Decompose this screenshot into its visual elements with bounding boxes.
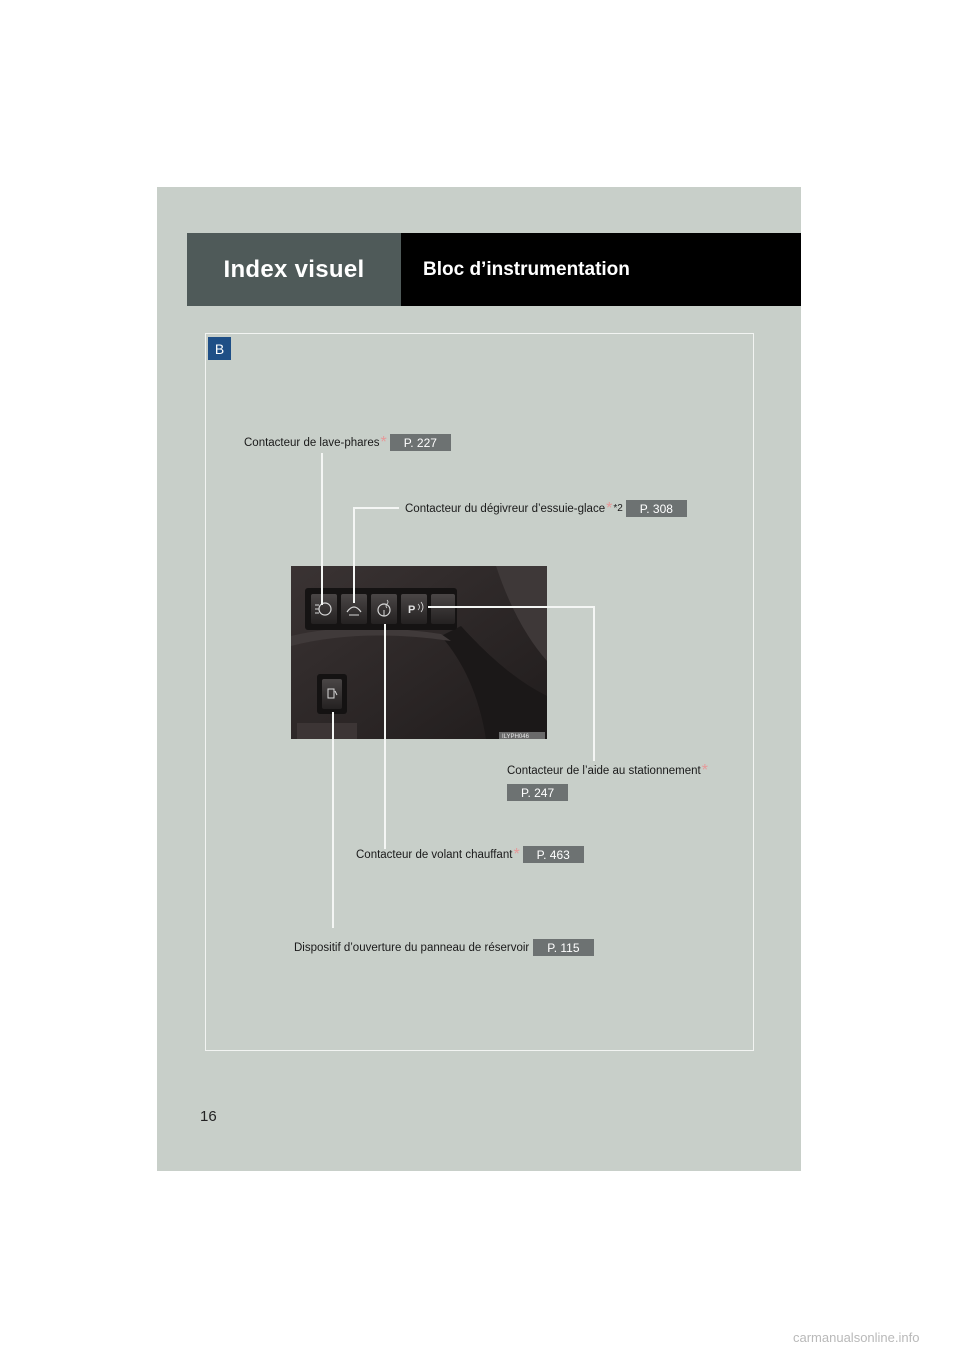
callout-headlight-cleaner	[244, 434, 451, 451]
callout-heated-steering	[356, 846, 584, 863]
leader-line-wiper-deicer	[353, 507, 399, 509]
leader-line-parking-assist-vertical	[593, 606, 595, 761]
callout-label: Contacteur de lave-phares	[244, 436, 380, 449]
callout-label: Contacteur du dégivreur d’essuie-glace	[405, 502, 606, 515]
footnote-mark: *2	[613, 503, 623, 514]
section-header	[187, 233, 401, 306]
fuel-door-opener-switch	[317, 674, 347, 714]
leader-line-headlight-cleaner	[321, 453, 323, 605]
callout-label: Contacteur de l’aide au stationnement	[507, 765, 701, 777]
leader-line-wiper-deicer-vertical	[353, 507, 355, 603]
instrument-panel-photo	[291, 566, 547, 739]
page-title: Bloc d’instrumentation	[423, 258, 630, 280]
leader-line-fuel-door	[332, 712, 334, 928]
asterisk-mark: *	[701, 762, 708, 779]
asterisk-mark: *	[606, 499, 613, 517]
callout-parking-assist-ref	[504, 784, 568, 801]
leader-line-parking-assist	[428, 606, 594, 608]
section-badge: B	[208, 337, 231, 360]
callout-fuel-door	[294, 939, 594, 956]
page-title-bar	[401, 233, 801, 306]
page-number: 16	[200, 1108, 217, 1125]
page-ref-badge[interactable]: P. 247	[507, 784, 568, 801]
callout-label: Contacteur de volant chauffant	[356, 848, 513, 861]
parking-switch-symbol: P	[408, 604, 416, 616]
image-code: ILYPH046	[502, 734, 529, 739]
page-ref-badge[interactable]: P. 463	[523, 846, 584, 863]
blank-switch	[431, 594, 455, 624]
callout-parking-assist	[507, 763, 708, 779]
callout-label: Dispositif d’ouverture du panneau de réservoir	[294, 941, 530, 954]
heated-steering-switch	[371, 594, 397, 624]
section-title: Index visuel	[223, 255, 365, 283]
headlight-cleaner-switch	[311, 594, 337, 624]
parking-assist-switch	[401, 594, 427, 624]
switch-panel-drawing	[291, 566, 547, 739]
page-ref-badge[interactable]: P. 308	[626, 500, 687, 517]
asterisk-mark: *	[513, 845, 520, 863]
watermark: carmanualsonline.info	[793, 1330, 920, 1345]
page-ref-badge[interactable]: P. 227	[390, 434, 451, 451]
leader-line-heated-steering	[384, 624, 386, 849]
page-ref-badge[interactable]: P. 115	[533, 939, 593, 956]
asterisk-mark: *	[380, 433, 387, 451]
callout-wiper-deicer	[405, 500, 687, 517]
